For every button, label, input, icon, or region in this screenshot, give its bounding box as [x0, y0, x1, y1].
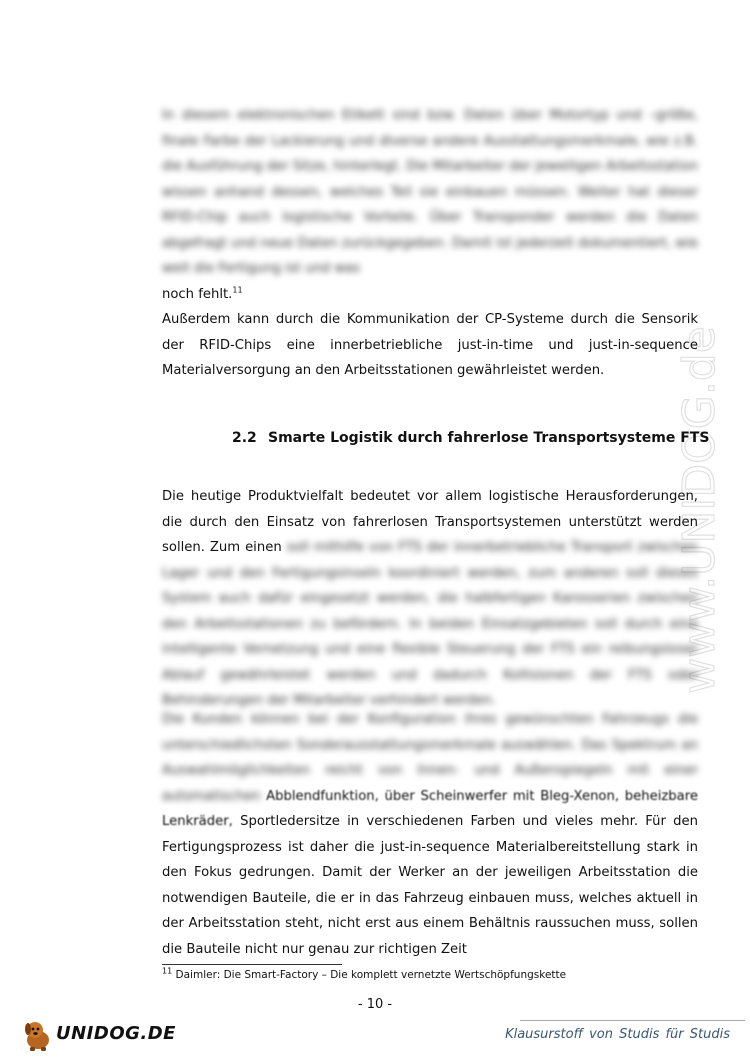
blurred-text: In diesem elektronischen Etikett sind bzw. Daten über Motortyp und –größe, finale Farbe der Lackierung und diverse andere Ausstattungsmerkmale, wie z.B. die Ausführung der Sitze, hinterlegt. Die Mitarbeiter der jeweiligen Arbeitsstation wissen anhand dessen, welches Teil sie einbauen müssen. Weiter hat dieser RFID-Chip auch logistische Vorteile. Über Transponder werden die Daten abgefragt und neue Daten zurückgegeben. Damit ist jederzeit dokumentiert, wie weit die Fertigung ist und was	[162, 108, 698, 276]
heading-number: 2.2	[232, 430, 257, 446]
visible-text: Sportledersitze in verschiedenen Farben und vieles mehr. Für den Fertigungsprozess ist daher die just-in-sequence Materialbereitstellung stark in den Fokus gedrungen. Damit der Werker an der jeweiligen Arbeitsstation die notwendigen Bauteile, die er in das Fahrzeug einbauen muss, welches aktuell in der Arbeitsstation steht, nicht erst aus einem Behältnis raussuchen muss, sollen die Bauteile nicht nur genau zur richtigen Zeit	[162, 814, 698, 957]
blurred-text: Die Kunden können bei der Konfiguration ihres gewünschten Fahrzeugs die unterschiedlichsten Sonderausstattungsmerkmale auswählen. Das Spektrum an Auswahlmöglichkeiten reicht von Innen- und Außenspiegeln mit einer automatischen	[162, 712, 698, 804]
dog-icon	[20, 1018, 54, 1052]
paragraph-sequence	[162, 707, 698, 962]
footnote-ref: 11	[232, 285, 243, 295]
page-number: - 10 -	[357, 997, 393, 1012]
visible-text: Die heutige Produktvielfalt bedeutet vor allem logistische Herausforderungen, die durch den Einsatz von fahrerlosen Transportsystemen unterstützt werden sollen. Zum einen	[162, 489, 698, 555]
logo-text: UNIDOG.DE	[56, 1023, 176, 1044]
unidog-logo	[20, 1018, 176, 1052]
footer-tagline: Klausurstoff von Studis für Studis	[505, 1027, 730, 1042]
paragraph-cp-systems: Außerdem kann durch die Kommunikation der CP-Systeme durch die Sensorik der RFID-Chips eine innerbetriebliche just-in-time und just-in-sequence Materialversorgung an den Arbeitsstationen gewährleistet werden.	[162, 312, 698, 378]
footnote-text: Daimler: Die Smart-Factory – Die komplett vernetzte Wertschöpfungskette	[175, 969, 567, 981]
tail-text: noch fehlt.	[162, 286, 233, 302]
footnote-divider	[162, 964, 342, 965]
heading-text: Smarte Logistik durch fahrerlose Transportsysteme FTS	[268, 430, 710, 446]
section-heading	[232, 430, 710, 446]
blurred-text: soll mithilfe von FTS der innerbetriebliche Transport zwischen Lager und den Fertigungsinseln koordiniert werden, zum anderen soll dieses System auch dafür eingesetzt werden, die halbfertigen Karosserien zwischen den Arbeitsstationen zu befördern. In beiden Einsatzgebieten soll durch eine intelligente Vernetzung und eine flexible Steuerung der FTS ein reibungsloser Ablauf gewährleistet werden und dadurch Kollisionen der FTS oder Behinderungen der Mitarbeiter verhindert werden.	[162, 540, 698, 708]
paragraph-rfid	[162, 103, 698, 384]
paragraph-fts	[162, 484, 698, 714]
paragraph-tail	[162, 282, 698, 308]
footnote-number: 11	[162, 966, 173, 976]
partial-blur-text: Abblendfunktion, über Scheinwerfer mit Bleg-Xenon, beheizbare Lenkräder,	[162, 788, 698, 829]
footnote	[162, 968, 566, 982]
footer-divider	[520, 1020, 745, 1021]
watermark-text: www.UNIDOG.de	[674, 326, 725, 694]
